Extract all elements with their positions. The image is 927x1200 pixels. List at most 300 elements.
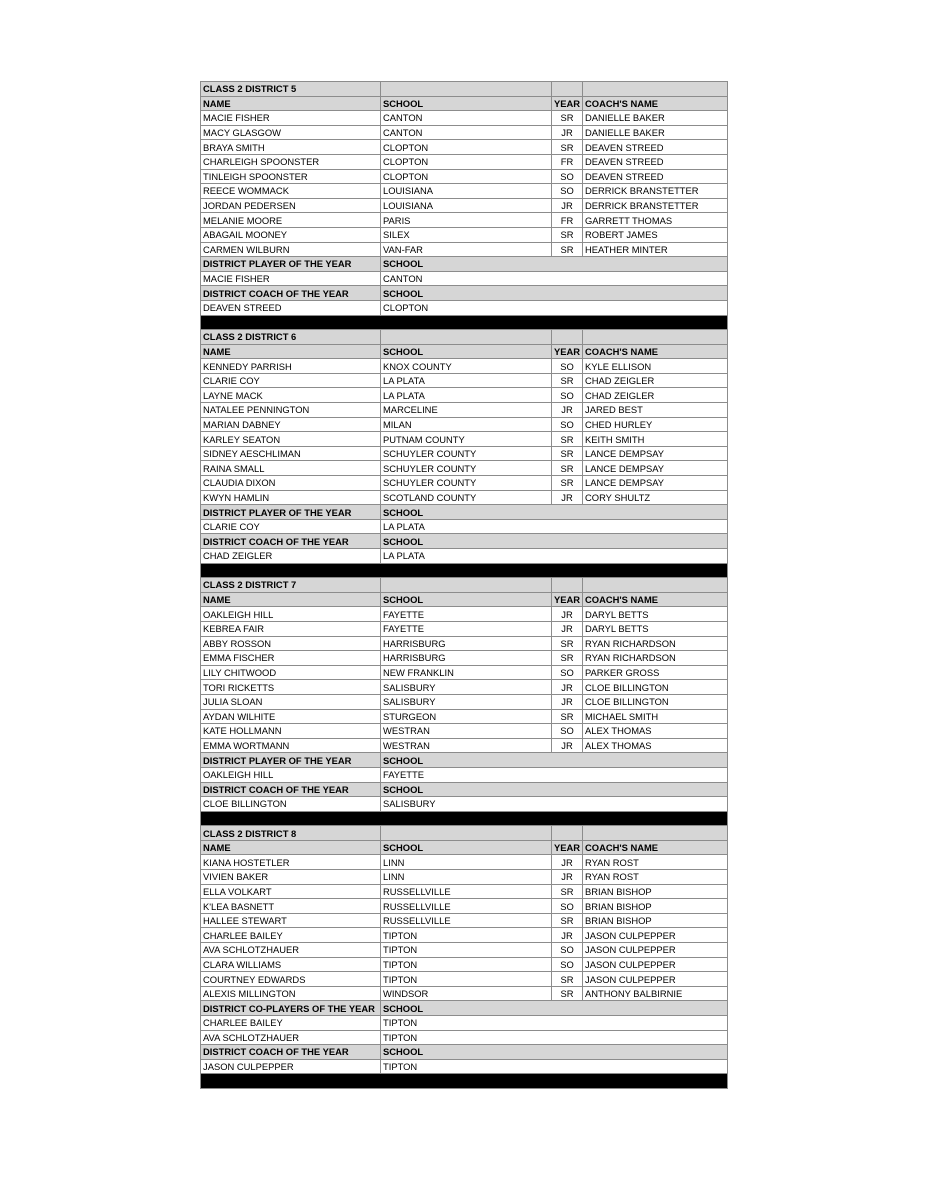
separator-bar: [201, 811, 728, 826]
player-year: JR: [552, 855, 583, 870]
player-year: SO: [552, 184, 583, 199]
award-label: DISTRICT COACH OF THE YEAR: [201, 286, 381, 301]
player-school: CANTON: [381, 125, 552, 140]
player-name: KEBREA FAIR: [201, 621, 381, 636]
section-title-filler: [583, 826, 728, 841]
header-name: NAME: [201, 96, 381, 111]
player-coach: DANIELLE BAKER: [583, 125, 728, 140]
section-title-row: [201, 330, 728, 345]
award-label: DISTRICT PLAYER OF THE YEAR: [201, 257, 381, 272]
player-coach: JASON CULPEPPER: [583, 957, 728, 972]
all-district-table: [200, 81, 728, 1089]
award-winner-school: CLOPTON: [381, 300, 728, 315]
player-school: TIPTON: [381, 943, 552, 958]
award-winner-row: [201, 549, 728, 564]
player-school: CLOPTON: [381, 140, 552, 155]
player-year: SO: [552, 943, 583, 958]
header-coach: COACH'S NAME: [583, 592, 728, 607]
player-coach: RYAN ROST: [583, 855, 728, 870]
award-school-label: SCHOOL: [381, 286, 728, 301]
header-coach: COACH'S NAME: [583, 344, 728, 359]
player-year: SR: [552, 651, 583, 666]
header-school: SCHOOL: [381, 344, 552, 359]
player-school: SILEX: [381, 227, 552, 242]
player-school: HARRISBURG: [381, 651, 552, 666]
player-coach: ANTHONY BALBIRNIE: [583, 986, 728, 1001]
award-winner-school: FAYETTE: [381, 767, 728, 782]
player-coach: DERRICK BRANSTETTER: [583, 198, 728, 213]
player-name: JORDAN PEDERSEN: [201, 198, 381, 213]
player-year: JR: [552, 680, 583, 695]
section-title-filler: [552, 82, 583, 97]
award-winner-row: [201, 1016, 728, 1031]
award-winner-name: AVA SCHLOTZHAUER: [201, 1030, 381, 1045]
player-year: SR: [552, 242, 583, 257]
player-row: [201, 651, 728, 666]
player-school: MARCELINE: [381, 403, 552, 418]
player-row: [201, 870, 728, 885]
player-coach: DANIELLE BAKER: [583, 111, 728, 126]
player-row: [201, 621, 728, 636]
player-school: CLOPTON: [381, 169, 552, 184]
award-winner-name: JASON CULPEPPER: [201, 1059, 381, 1074]
award-winner-row: [201, 767, 728, 782]
player-name: OAKLEIGH HILL: [201, 607, 381, 622]
player-name: ALEXIS MILLINGTON: [201, 986, 381, 1001]
player-year: SR: [552, 432, 583, 447]
player-coach: CORY SHULTZ: [583, 490, 728, 505]
player-coach: RYAN RICHARDSON: [583, 651, 728, 666]
player-row: [201, 388, 728, 403]
player-year: SR: [552, 111, 583, 126]
player-school: VAN-FAR: [381, 242, 552, 257]
player-school: MILAN: [381, 417, 552, 432]
player-row: [201, 928, 728, 943]
player-name: BRAYA SMITH: [201, 140, 381, 155]
section-title-filler: [552, 330, 583, 345]
player-coach: BRIAN BISHOP: [583, 913, 728, 928]
player-year: JR: [552, 928, 583, 943]
player-name: NATALEE PENNINGTON: [201, 403, 381, 418]
player-year: SR: [552, 373, 583, 388]
player-coach: RYAN RICHARDSON: [583, 636, 728, 651]
section-title-filler: [552, 578, 583, 593]
player-school: SALISBURY: [381, 694, 552, 709]
player-name: RAINA SMALL: [201, 461, 381, 476]
award-label: DISTRICT COACH OF THE YEAR: [201, 782, 381, 797]
player-school: LA PLATA: [381, 373, 552, 388]
player-year: SR: [552, 446, 583, 461]
award-winner-school: CANTON: [381, 271, 728, 286]
player-school: RUSSELLVILLE: [381, 899, 552, 914]
player-row: [201, 140, 728, 155]
player-name: AYDAN WILHITE: [201, 709, 381, 724]
section-title-filler: [583, 578, 728, 593]
player-row: [201, 694, 728, 709]
player-row: [201, 680, 728, 695]
player-school: SCOTLAND COUNTY: [381, 490, 552, 505]
award-winner-school: LA PLATA: [381, 549, 728, 564]
section-title-row: [201, 578, 728, 593]
player-name: LILY CHITWOOD: [201, 665, 381, 680]
player-coach: DARYL BETTS: [583, 607, 728, 622]
player-year: JR: [552, 490, 583, 505]
award-winner-name: CHARLEE BAILEY: [201, 1016, 381, 1031]
player-name: KATE HOLLMANN: [201, 724, 381, 739]
player-year: JR: [552, 621, 583, 636]
player-year: SR: [552, 476, 583, 491]
player-coach: CHAD ZEIGLER: [583, 388, 728, 403]
award-header-row: [201, 257, 728, 272]
player-coach: DERRICK BRANSTETTER: [583, 184, 728, 199]
player-row: [201, 184, 728, 199]
header-school: SCHOOL: [381, 96, 552, 111]
player-name: ABBY ROSSON: [201, 636, 381, 651]
player-name: LAYNE MACK: [201, 388, 381, 403]
section-title: CLASS 2 DISTRICT 7: [201, 578, 381, 593]
player-row: [201, 855, 728, 870]
player-name: MELANIE MOORE: [201, 213, 381, 228]
player-coach: DEAVEN STREED: [583, 140, 728, 155]
player-row: [201, 461, 728, 476]
section-separator: [201, 563, 728, 578]
player-year: SO: [552, 388, 583, 403]
player-row: [201, 986, 728, 1001]
player-coach: CLOE BILLINGTON: [583, 694, 728, 709]
award-label: DISTRICT PLAYER OF THE YEAR: [201, 505, 381, 520]
section-title-filler: [552, 826, 583, 841]
player-row: [201, 972, 728, 987]
player-row: [201, 665, 728, 680]
player-year: JR: [552, 870, 583, 885]
player-year: SR: [552, 140, 583, 155]
player-year: SR: [552, 709, 583, 724]
player-school: CANTON: [381, 111, 552, 126]
player-name: VIVIEN BAKER: [201, 870, 381, 885]
award-label: DISTRICT COACH OF THE YEAR: [201, 534, 381, 549]
player-name: KIANA HOSTETLER: [201, 855, 381, 870]
award-winner-school: LA PLATA: [381, 519, 728, 534]
header-year: YEAR: [552, 840, 583, 855]
player-name: JULIA SLOAN: [201, 694, 381, 709]
player-year: FR: [552, 213, 583, 228]
player-name: KWYN HAMLIN: [201, 490, 381, 505]
player-row: [201, 899, 728, 914]
award-winner-school: TIPTON: [381, 1030, 728, 1045]
section-title: CLASS 2 DISTRICT 6: [201, 330, 381, 345]
player-coach: JARED BEST: [583, 403, 728, 418]
award-school-label: SCHOOL: [381, 505, 728, 520]
column-header-row: [201, 592, 728, 607]
award-header-row: [201, 753, 728, 768]
all-district-table-body: [201, 82, 728, 1089]
player-school: LINN: [381, 855, 552, 870]
player-row: [201, 242, 728, 257]
player-coach: KYLE ELLISON: [583, 359, 728, 374]
player-year: SO: [552, 724, 583, 739]
player-coach: RYAN ROST: [583, 870, 728, 885]
header-year: YEAR: [552, 96, 583, 111]
player-school: WESTRAN: [381, 738, 552, 753]
player-school: LINN: [381, 870, 552, 885]
section-title: CLASS 2 DISTRICT 8: [201, 826, 381, 841]
header-coach: COACH'S NAME: [583, 840, 728, 855]
player-year: SR: [552, 884, 583, 899]
section-separator: [201, 315, 728, 330]
award-winner-name: MACIE FISHER: [201, 271, 381, 286]
player-name: TORI RICKETTS: [201, 680, 381, 695]
player-row: [201, 125, 728, 140]
award-winner-school: TIPTON: [381, 1059, 728, 1074]
player-school: SALISBURY: [381, 680, 552, 695]
award-winner-name: OAKLEIGH HILL: [201, 767, 381, 782]
section-title-filler: [381, 826, 552, 841]
player-year: SR: [552, 636, 583, 651]
column-header-row: [201, 840, 728, 855]
player-row: [201, 709, 728, 724]
award-winner-row: [201, 1059, 728, 1074]
player-coach: JASON CULPEPPER: [583, 972, 728, 987]
player-row: [201, 227, 728, 242]
award-header-row: [201, 1001, 728, 1016]
award-winner-row: [201, 271, 728, 286]
player-row: [201, 432, 728, 447]
player-school: TIPTON: [381, 928, 552, 943]
player-school: RUSSELLVILLE: [381, 884, 552, 899]
award-label: DISTRICT PLAYER OF THE YEAR: [201, 753, 381, 768]
player-school: PARIS: [381, 213, 552, 228]
award-header-row: [201, 286, 728, 301]
separator-bar: [201, 1074, 728, 1089]
player-row: [201, 373, 728, 388]
award-winner-row: [201, 300, 728, 315]
player-year: SO: [552, 899, 583, 914]
player-name: EMMA FISCHER: [201, 651, 381, 666]
player-year: JR: [552, 607, 583, 622]
player-name: CLAUDIA DIXON: [201, 476, 381, 491]
player-name: CARMEN WILBURN: [201, 242, 381, 257]
player-row: [201, 913, 728, 928]
separator-bar: [201, 563, 728, 578]
player-coach: ROBERT JAMES: [583, 227, 728, 242]
player-year: JR: [552, 125, 583, 140]
player-coach: DEAVEN STREED: [583, 169, 728, 184]
player-school: PUTNAM COUNTY: [381, 432, 552, 447]
player-row: [201, 884, 728, 899]
player-school: STURGEON: [381, 709, 552, 724]
player-year: SR: [552, 227, 583, 242]
player-coach: MICHAEL SMITH: [583, 709, 728, 724]
player-school: SCHUYLER COUNTY: [381, 476, 552, 491]
player-school: CLOPTON: [381, 154, 552, 169]
player-coach: DARYL BETTS: [583, 621, 728, 636]
player-row: [201, 359, 728, 374]
player-row: [201, 169, 728, 184]
award-winner-row: [201, 797, 728, 812]
player-name: KENNEDY PARRISH: [201, 359, 381, 374]
section-separator: [201, 811, 728, 826]
player-row: [201, 636, 728, 651]
player-year: SO: [552, 957, 583, 972]
award-winner-school: SALISBURY: [381, 797, 728, 812]
player-school: WESTRAN: [381, 724, 552, 739]
award-school-label: SCHOOL: [381, 1001, 728, 1016]
player-school: FAYETTE: [381, 607, 552, 622]
player-name: COURTNEY EDWARDS: [201, 972, 381, 987]
header-name: NAME: [201, 592, 381, 607]
player-coach: CLOE BILLINGTON: [583, 680, 728, 695]
player-year: JR: [552, 694, 583, 709]
player-row: [201, 198, 728, 213]
player-coach: KEITH SMITH: [583, 432, 728, 447]
player-school: TIPTON: [381, 972, 552, 987]
player-year: SO: [552, 169, 583, 184]
player-coach: LANCE DEMPSAY: [583, 476, 728, 491]
player-coach: CHED HURLEY: [583, 417, 728, 432]
player-coach: PARKER GROSS: [583, 665, 728, 680]
award-school-label: SCHOOL: [381, 257, 728, 272]
award-winner-row: [201, 1030, 728, 1045]
player-row: [201, 490, 728, 505]
header-name: NAME: [201, 344, 381, 359]
award-winner-name: CLARIE COY: [201, 519, 381, 534]
award-school-label: SCHOOL: [381, 1045, 728, 1060]
section-title-row: [201, 826, 728, 841]
header-school: SCHOOL: [381, 840, 552, 855]
award-header-row: [201, 1045, 728, 1060]
player-row: [201, 417, 728, 432]
award-winner-name: CLOE BILLINGTON: [201, 797, 381, 812]
separator-bar: [201, 315, 728, 330]
player-year: SR: [552, 461, 583, 476]
player-row: [201, 724, 728, 739]
player-coach: LANCE DEMPSAY: [583, 461, 728, 476]
player-row: [201, 957, 728, 972]
player-coach: JASON CULPEPPER: [583, 943, 728, 958]
header-year: YEAR: [552, 592, 583, 607]
player-year: SR: [552, 972, 583, 987]
player-school: LA PLATA: [381, 388, 552, 403]
section-title-filler: [583, 82, 728, 97]
player-row: [201, 738, 728, 753]
player-coach: BRIAN BISHOP: [583, 899, 728, 914]
player-name: MACY GLASGOW: [201, 125, 381, 140]
award-winner-name: CHAD ZEIGLER: [201, 549, 381, 564]
player-school: HARRISBURG: [381, 636, 552, 651]
player-name: ELLA VOLKART: [201, 884, 381, 899]
section-title-row: [201, 82, 728, 97]
section-separator: [201, 1074, 728, 1089]
player-name: CHARLEE BAILEY: [201, 928, 381, 943]
section-title: CLASS 2 DISTRICT 5: [201, 82, 381, 97]
player-row: [201, 607, 728, 622]
player-coach: CHAD ZEIGLER: [583, 373, 728, 388]
player-year: JR: [552, 403, 583, 418]
player-coach: LANCE DEMPSAY: [583, 446, 728, 461]
player-name: ABAGAIL MOONEY: [201, 227, 381, 242]
player-coach: BRIAN BISHOP: [583, 884, 728, 899]
player-coach: ALEX THOMAS: [583, 724, 728, 739]
section-title-filler: [381, 330, 552, 345]
player-school: TIPTON: [381, 957, 552, 972]
player-coach: HEATHER MINTER: [583, 242, 728, 257]
section-title-filler: [381, 578, 552, 593]
player-name: MACIE FISHER: [201, 111, 381, 126]
player-row: [201, 154, 728, 169]
player-year: JR: [552, 198, 583, 213]
header-name: NAME: [201, 840, 381, 855]
award-winner-name: DEAVEN STREED: [201, 300, 381, 315]
section-title-filler: [583, 330, 728, 345]
player-name: TINLEIGH SPOONSTER: [201, 169, 381, 184]
award-label: DISTRICT COACH OF THE YEAR: [201, 1045, 381, 1060]
player-row: [201, 476, 728, 491]
award-header-row: [201, 505, 728, 520]
player-name: SIDNEY AESCHLIMAN: [201, 446, 381, 461]
player-row: [201, 403, 728, 418]
player-school: LOUISIANA: [381, 184, 552, 199]
player-row: [201, 213, 728, 228]
header-year: YEAR: [552, 344, 583, 359]
header-school: SCHOOL: [381, 592, 552, 607]
player-coach: DEAVEN STREED: [583, 154, 728, 169]
player-school: FAYETTE: [381, 621, 552, 636]
player-school: RUSSELLVILLE: [381, 913, 552, 928]
player-name: KARLEY SEATON: [201, 432, 381, 447]
player-name: EMMA WORTMANN: [201, 738, 381, 753]
player-year: SR: [552, 913, 583, 928]
player-name: CHARLEIGH SPOONSTER: [201, 154, 381, 169]
player-school: LOUISIANA: [381, 198, 552, 213]
column-header-row: [201, 96, 728, 111]
player-school: SCHUYLER COUNTY: [381, 461, 552, 476]
player-school: WINDSOR: [381, 986, 552, 1001]
player-row: [201, 446, 728, 461]
player-name: CLARA WILLIAMS: [201, 957, 381, 972]
award-header-row: [201, 782, 728, 797]
award-winner-school: TIPTON: [381, 1016, 728, 1031]
award-school-label: SCHOOL: [381, 782, 728, 797]
player-coach: ALEX THOMAS: [583, 738, 728, 753]
player-year: SO: [552, 665, 583, 680]
player-year: SO: [552, 417, 583, 432]
player-name: HALLEE STEWART: [201, 913, 381, 928]
player-row: [201, 943, 728, 958]
player-coach: GARRETT THOMAS: [583, 213, 728, 228]
player-year: SR: [552, 986, 583, 1001]
column-header-row: [201, 344, 728, 359]
player-coach: JASON CULPEPPER: [583, 928, 728, 943]
award-school-label: SCHOOL: [381, 753, 728, 768]
section-title-filler: [381, 82, 552, 97]
award-winner-row: [201, 519, 728, 534]
player-name: CLARIE COY: [201, 373, 381, 388]
player-year: JR: [552, 738, 583, 753]
player-name: MARIAN DABNEY: [201, 417, 381, 432]
player-school: KNOX COUNTY: [381, 359, 552, 374]
header-coach: COACH'S NAME: [583, 96, 728, 111]
player-year: FR: [552, 154, 583, 169]
award-header-row: [201, 534, 728, 549]
player-row: [201, 111, 728, 126]
player-name: AVA SCHLOTZHAUER: [201, 943, 381, 958]
player-name: REECE WOMMACK: [201, 184, 381, 199]
player-school: NEW FRANKLIN: [381, 665, 552, 680]
award-school-label: SCHOOL: [381, 534, 728, 549]
player-year: SO: [552, 359, 583, 374]
player-school: SCHUYLER COUNTY: [381, 446, 552, 461]
player-name: K'LEA BASNETT: [201, 899, 381, 914]
